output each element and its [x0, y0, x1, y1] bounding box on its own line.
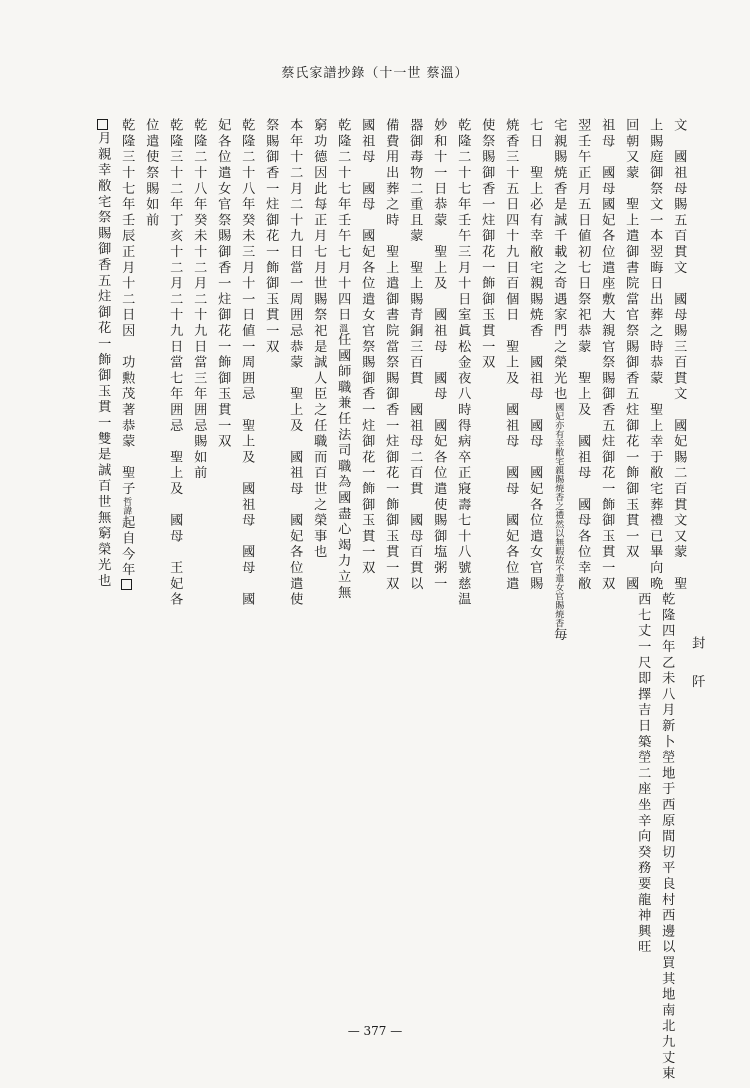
text-column: 妃各位遣女官祭賜御香一炷御花一飾御玉貫一双: [215, 118, 231, 450]
text-column: 祖母 國母國妃各位遣座敷大親官祭賜御香五炷御花一飾御玉貫一双: [599, 118, 615, 592]
interlinear-note: 國妃亦有幸敝宅親賜焼香之禮然以無暇故不遣女官賜焼香: [553, 402, 564, 628]
text-column: 七日 聖上必有幸敝宅親賜焼香 國祖母 國母 國妃各位遣女官賜: [527, 118, 543, 592]
interlinear-note: 哲諱: [121, 497, 132, 516]
text-column: 祭賜御香一炷御花一飾御玉貫一双: [263, 118, 279, 355]
section-title: 封 阡: [689, 636, 705, 694]
text-column: 乾隆二十八年癸未十二月二十九日當三年囲忌賜如前: [191, 118, 207, 482]
text-column: 乾隆二十八年癸未三月十一日値一周囲忌 聖上及 國祖母 國母 國: [239, 118, 255, 608]
text-column: 器御毒物二重且蒙 聖上賜青銅三百貫 國祖母二百貫 國母百貫以: [407, 118, 423, 592]
section-text-line: 西七丈一尺即擇吉日築塋二座坐辛向癸務要龍神興旺: [635, 592, 651, 956]
text-column: 乾隆三十二年丁亥十二月二十九日當七年囲忌 聖上及 國母 王妃各: [167, 118, 183, 608]
text-column: 乾隆三十七年壬辰正月十二日因 功勲茂著恭蒙 聖子哲諱起自今年: [120, 118, 133, 591]
text-column: 回朝又蒙 聖上遣御書院當官祭賜御香五炷御花一飾御玉貫一双 國: [623, 118, 639, 592]
text-column: 翌壬午正月五日値初七日祭祀恭蒙 聖上及 國祖母 國母各位幸敝: [575, 118, 591, 592]
text-column: 焼香三十五日四十九日百個日 聖上及 國祖母 國母 國妃各位遣: [503, 118, 519, 592]
text-column: 上賜庭御祭文一本翌晦日出葬之時恭蒙 聖上幸于敝宅葬禮已畢向晩: [647, 118, 663, 592]
text-column: 文 國祖母賜五百貫文 國母賜三百貫文 國妃賜二百貫文又蒙 聖: [671, 118, 687, 592]
text-column: 乾隆二十七年壬午七月十四日溫任國師職兼任法司職為國盡心竭力立無: [335, 118, 351, 602]
text-column: 月親幸敝宅祭賜御香五炷御花一飾御玉貫一雙是誠百世無窮榮光也: [96, 118, 109, 589]
text-column: 國祖母 國母 國妃各位遣女官祭賜御香一炷御花一飾御玉貫一双: [359, 118, 375, 577]
text-column: 窮功德因此每正月七月世賜祭祀是誠人臣之任職而百世之榮事也: [311, 118, 327, 561]
blank-character-box: [97, 119, 108, 130]
text-column: 備費用出葬之時 聖上遣御書院當祭賜御香一炷御花一飾御玉貫一双: [383, 118, 399, 592]
running-header: 蔡氏家譜抄錄（十一世 蔡溫）: [281, 66, 469, 81]
text-column: 位遣使祭賜如前: [143, 118, 159, 229]
text-column: 妙和十一日恭蒙 聖上及 國祖母 國母 國妃各位遣使賜御塩粥一: [431, 118, 447, 592]
page-number: — 377 —: [347, 1024, 403, 1038]
text-column: 宅親賜焼香是誠千載之奇遇家門之榮光也國妃亦有幸敝宅親賜焼香之禮然以無暇故不遣女官賜焼香毎: [551, 118, 567, 644]
text-column: 本年十二月二十九日當一周囲忌恭蒙 聖上及 國祖母 國妃各位遣使: [287, 118, 303, 608]
interlinear-note: 溫: [337, 323, 348, 333]
blank-character-box: [121, 579, 132, 590]
text-column: 乾隆二十七年壬午三月十日室眞松金夜八時得病卒正寢壽七十八號慈温: [455, 118, 471, 608]
section-text-line: 乾隆四年乙未八月新卜塋地于西原間切平良村西邊以買其地南北九丈東: [659, 592, 675, 1082]
text-column: 使祭賜御香一炷御花一飾御玉貫一双: [479, 118, 495, 371]
